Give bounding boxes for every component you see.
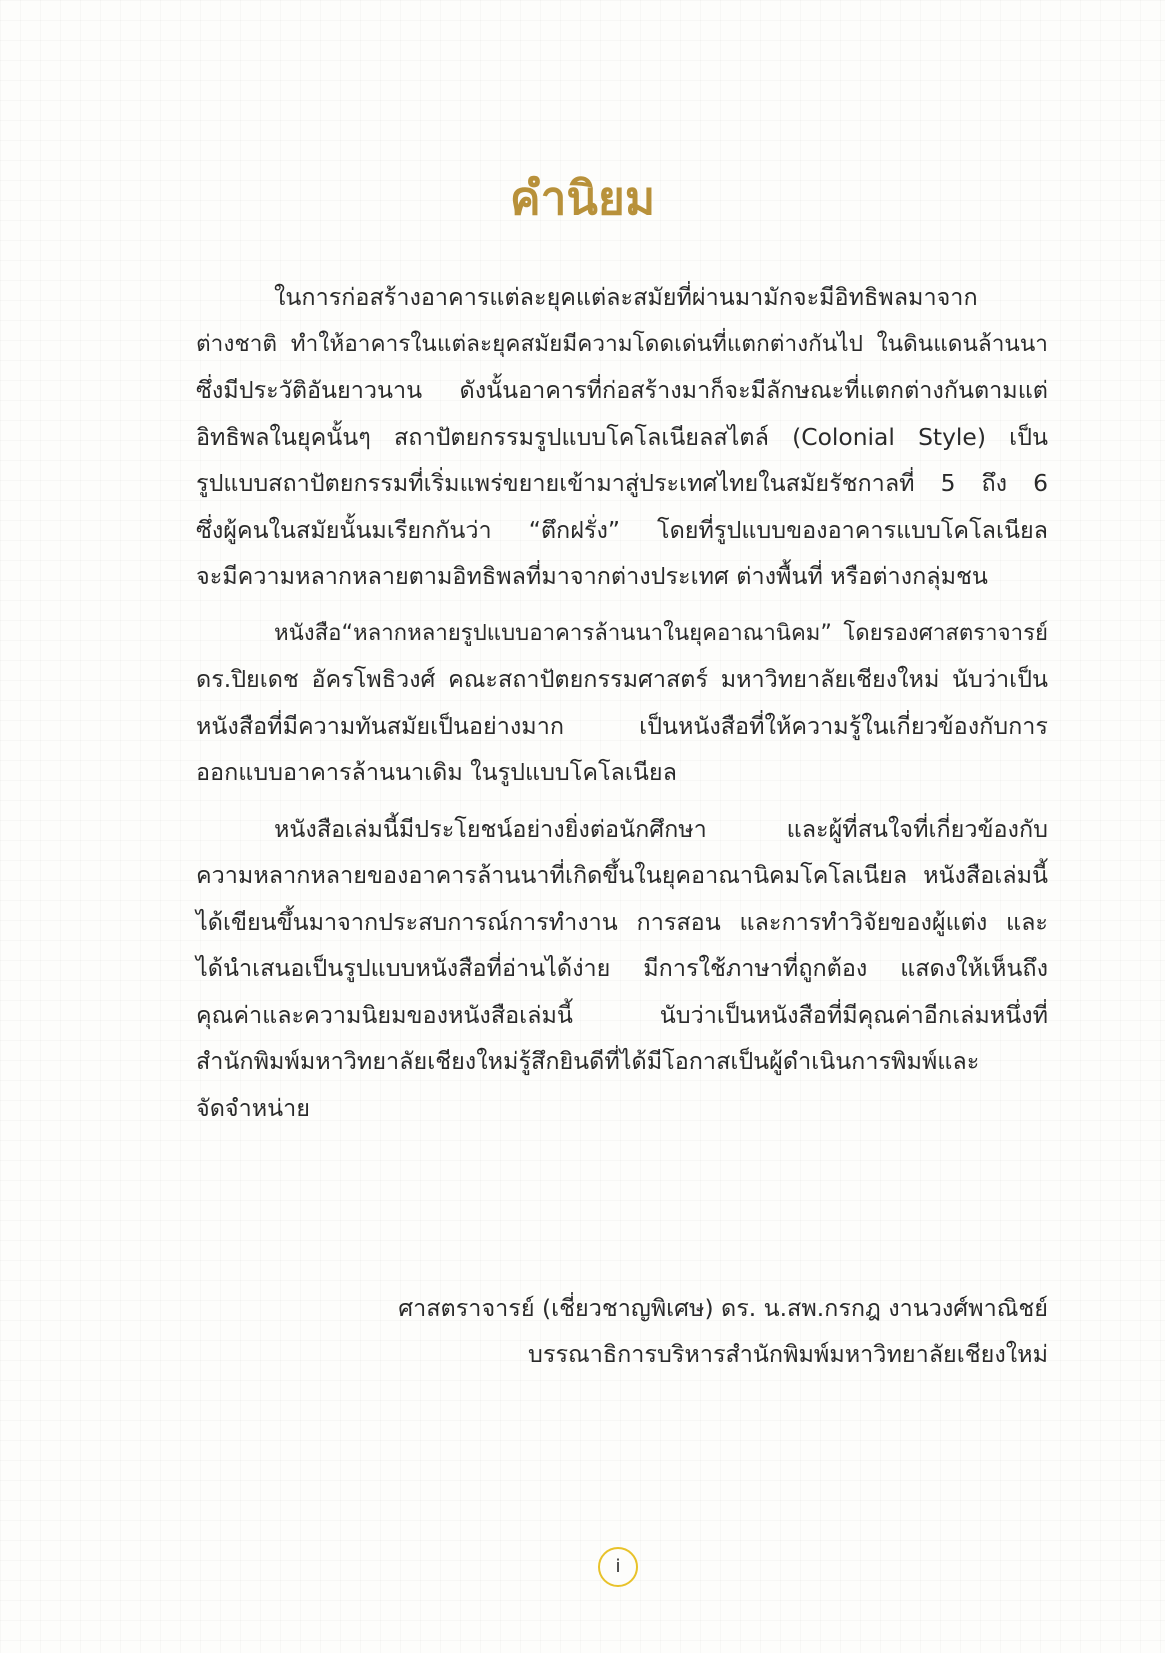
paragraph-line: หนังสือที่มีความทันสมัยเป็นอย่างมาก เป็นหนังสือที่ให้ความรู้ในเกี่ยวข้องกับการ bbox=[196, 711, 1048, 740]
paragraph-line: หนังสือเล่มนี้มีประโยชน์อย่างยิ่งต่อนักศึกษา และผู้ที่สนใจที่เกี่ยวข้องกับ bbox=[274, 814, 1048, 843]
paragraph-line: ความหลากหลายของอาคารล้านนาที่เกิดขึ้นในยุคอาณานิคมโคโลเนียล หนังสือเล่มนี้ bbox=[196, 861, 1048, 889]
paragraph-1 bbox=[196, 274, 1048, 600]
page-number: i bbox=[598, 1547, 638, 1587]
paragraph-line: ซึ่งมีประวัติอันยาวนาน ดังนั้นอาคารที่ก่อสร้างมาก็จะมีลักษณะที่แตกต่างกันตามแต่ bbox=[196, 376, 1048, 404]
paragraph-2 bbox=[196, 610, 1048, 796]
paragraph-line: สำนักพิมพ์มหาวิทยาลัยเชียงใหม่รู้สึกยินดีที่ได้มีโอกาสเป็นผู้ดำเนินการพิมพ์และ bbox=[196, 1047, 980, 1075]
paragraph-line: ดร.ปิยเดช อัครโพธิวงศ์ คณะสถาปัตยกรรมศาสตร์ มหาวิทยาลัยเชียงใหม่ นับว่าเป็น bbox=[196, 665, 1048, 693]
paragraph-line: ในการก่อสร้างอาคารแต่ละยุคแต่ละสมัยที่ผ่านมามักจะมีอิทธิพลมาจาก bbox=[274, 283, 978, 311]
paragraph-line: คุณค่าและความนิยมของหนังสือเล่มนี้ นับว่าเป็นหนังสือที่มีคุณค่าอีกเล่มหนึ่งที่ bbox=[196, 1000, 1048, 1029]
paragraph-line: รูปแบบสถาปัตยกรรมที่เริ่มแพร่ขยายเข้ามาสู่ประเทศไทยในสมัยรัชกาลที่ 5 ถึง 6 bbox=[196, 469, 1048, 497]
paragraph-line: ได้เขียนขึ้นมาจากประสบการณ์การทำงาน การสอน และการทำวิจัยของผู้แต่ง และ bbox=[196, 907, 1048, 936]
paragraph-line: ได้นำเสนอเป็นรูปแบบหนังสือที่อ่านได้ง่าย มีการใช้ภาษาที่ถูกต้อง แสดงให้เห็นถึง bbox=[196, 954, 1048, 982]
paragraph-line: ออกแบบอาคารล้านนาเดิม ในรูปแบบโคโลเนียล bbox=[196, 758, 677, 786]
page-title: คำนิยม bbox=[509, 171, 656, 225]
signature-name: ศาสตราจารย์ (เชี่ยวชาญพิเศษ) ดร. น.สพ.กรกฎ งานวงศ์พาณิชย์ bbox=[398, 1294, 1048, 1322]
paragraph-line: ซึ่งผู้คนในสมัยนั้นมเรียกกันว่า “ตึกฝรั่ง” โดยที่รูปแบบของอาคารแบบโคโลเนียล bbox=[196, 515, 1048, 544]
signature-position: บรรณาธิการบริหารสำนักพิมพ์มหาวิทยาลัยเชียงใหม่ bbox=[528, 1340, 1048, 1368]
paragraph-line: อิทธิพลในยุคนั้นๆ สถาปัตยกรรมรูปแบบโคโลเนียลสไตล์ (Colonial Style) เป็น bbox=[196, 422, 1048, 451]
paragraph-3 bbox=[196, 806, 1048, 1132]
body-text bbox=[196, 274, 1048, 1141]
paragraph-line: จัดจำหน่าย bbox=[196, 1093, 310, 1122]
paragraph-line: ต่างชาติ ทำให้อาคารในแต่ละยุคสมัยมีความโดดเด่นที่แตกต่างกันไป ในดินแดนล้านนา bbox=[196, 330, 1048, 357]
signature-block bbox=[196, 1285, 1048, 1377]
paragraph-line: จะมีความหลากหลายตามอิทธิพลที่มาจากต่างประเทศ ต่างพื้นที่ หรือต่างกลุ่มชน bbox=[196, 562, 988, 590]
paragraph-line: หนังสือ“หลากหลายรูปแบบอาคารล้านนาในยุคอาณานิคม” โดยรองศาสตราจารย์ bbox=[274, 619, 1048, 646]
